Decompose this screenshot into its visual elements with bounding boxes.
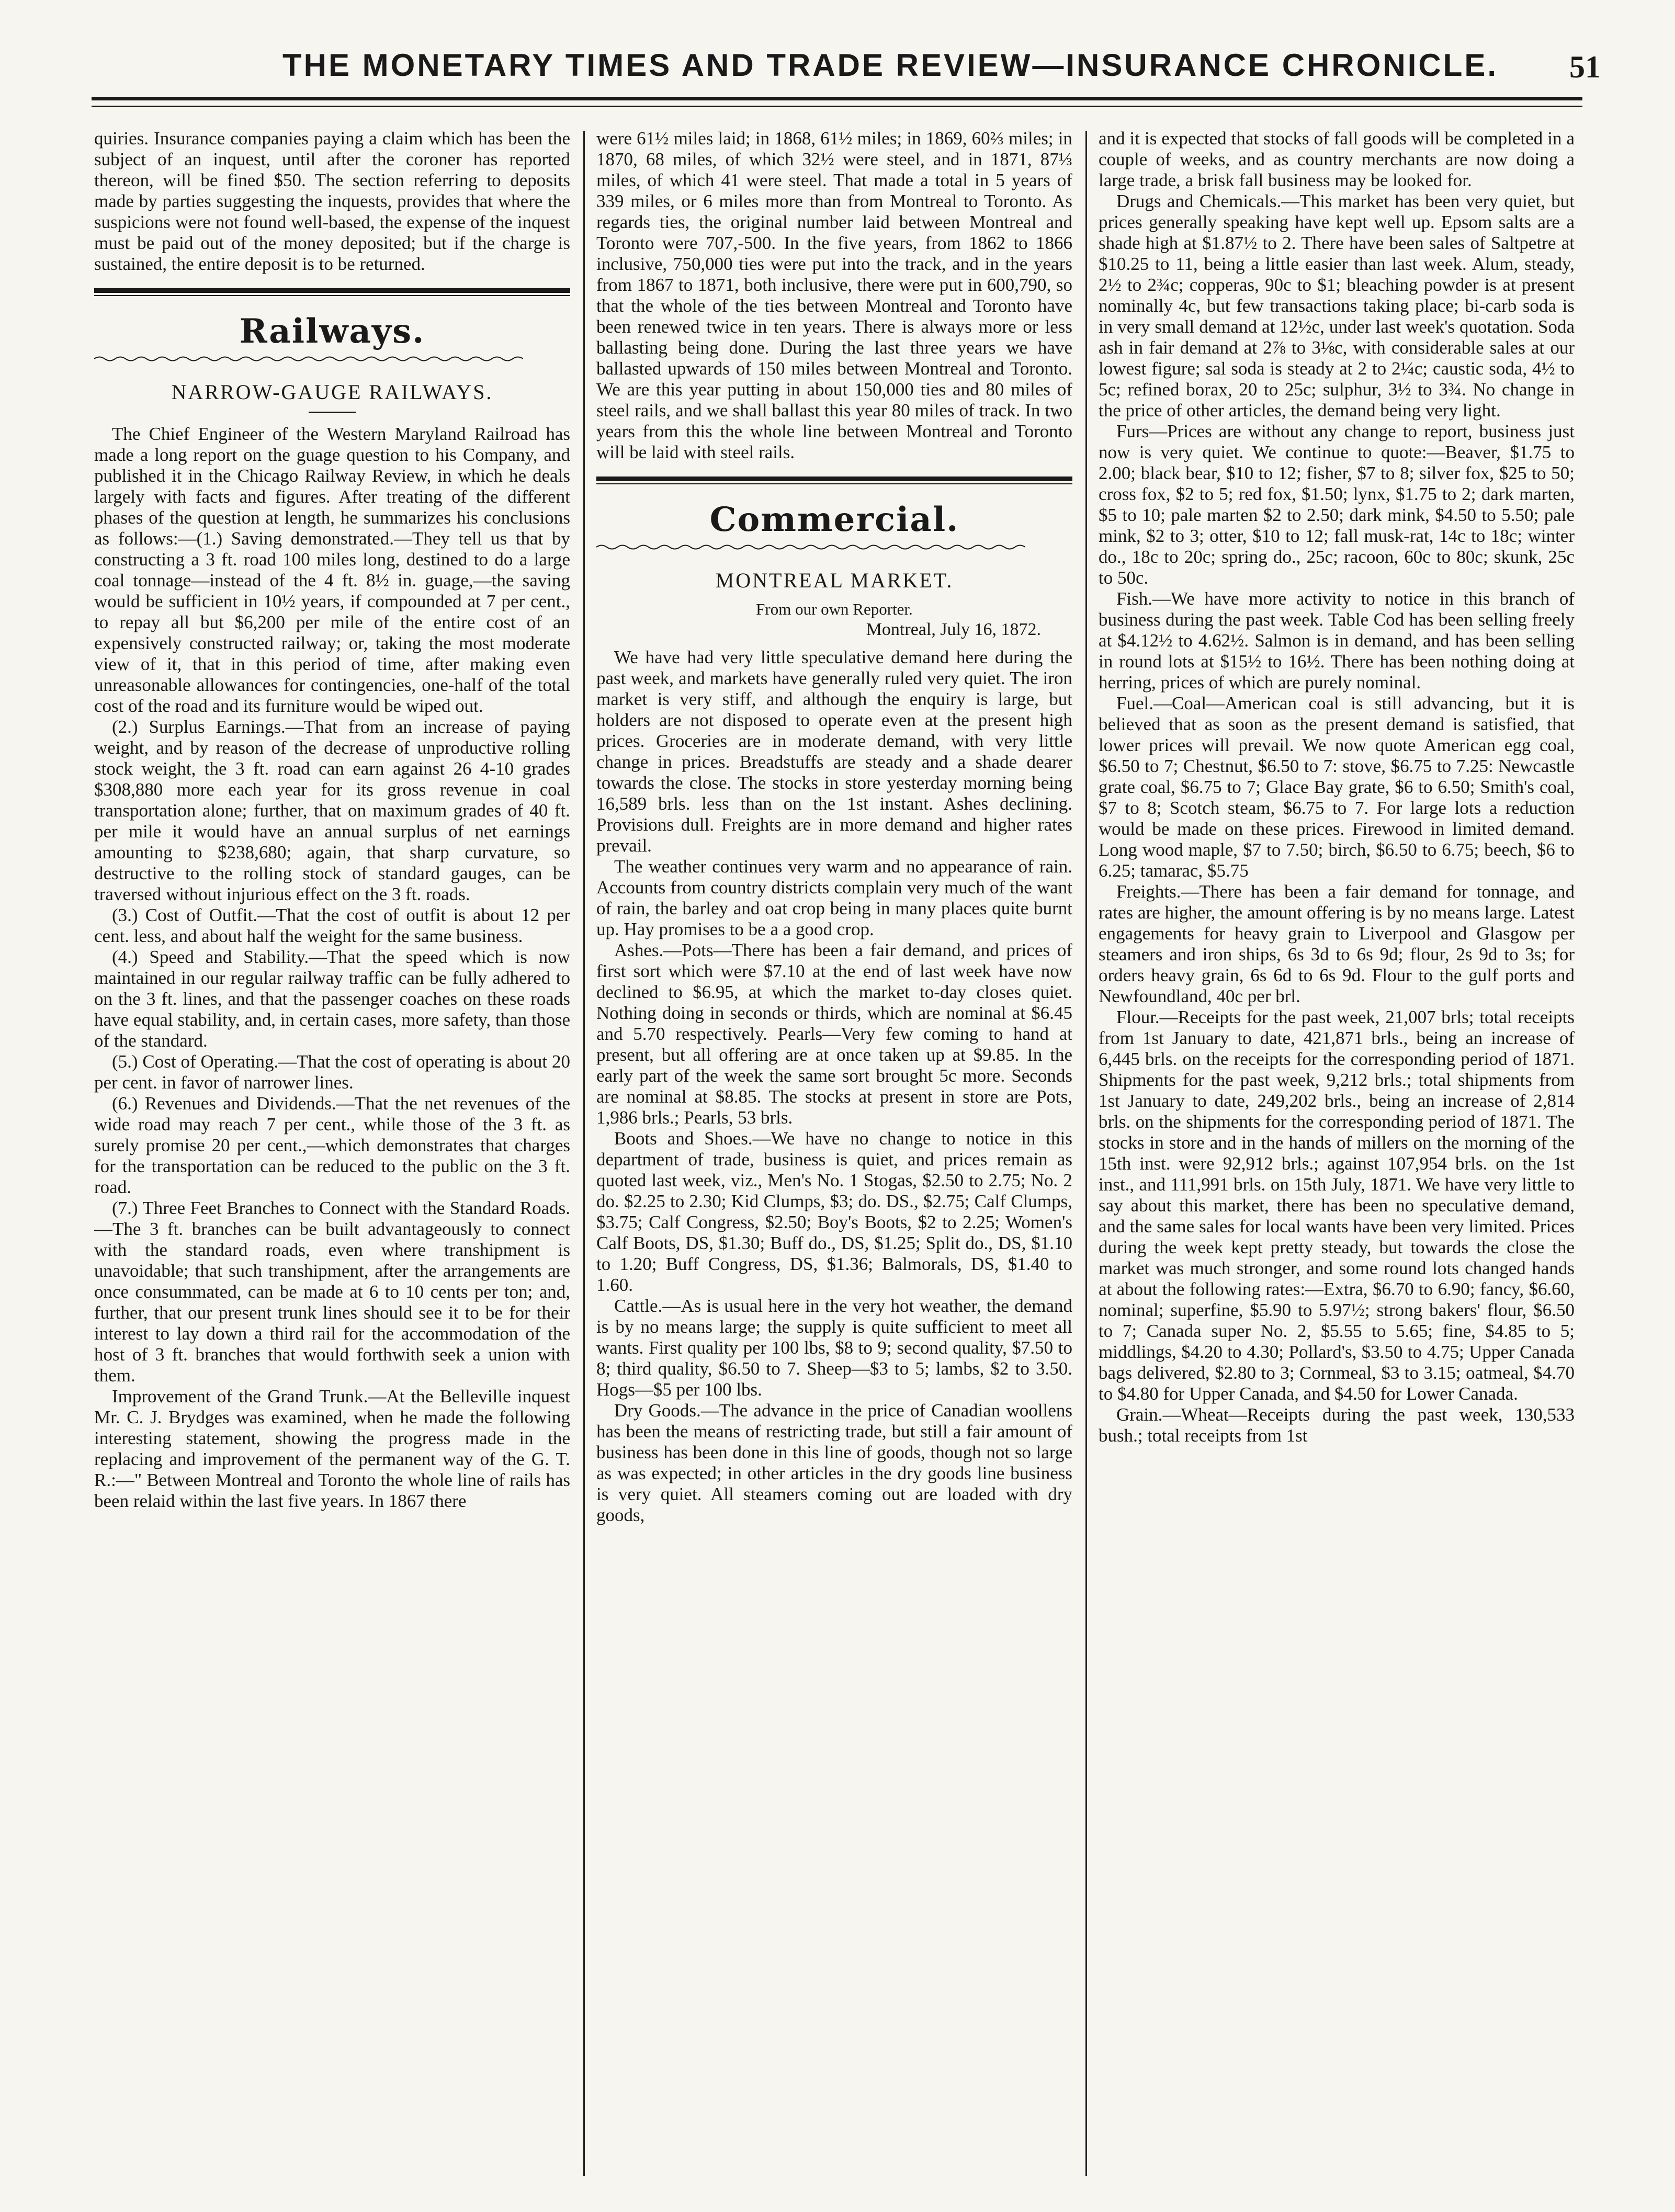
article-paragraph-flour: Flour.—Receipts for the past week, 21,007 brls; total receipts from 1st January to date, 421,871 brls., being an increase of 6,445 brls. on the receipts for the corresponding period of 1871. Shipments for the past week, 9,212 brls.; total shipments from 1st January to date, 249,202 brls., being an increase of 2,814 brls. on the shipments for the corresponding period of 1871. The stocks in store and in the hands of millers on the morning of the 15th inst. were 92,912 brls.; against 107,954 brls. on the 1st inst., and 111,991 brls. on 15th July, 1871. We have very little to say about this market, there has been no speculative demand, and the same sales for local wants have been very limited. Prices during the week kept pretty steady, but towards the close the market was much stronger, and some round lots changed hands at about the following rates:—Extra, $6.70 to 6.90; fancy, $6.60, nominal; superfine, $5.90 to 5.97½; strong bakers' flour, $6.50 to 7; Canada super No. 2, $5.55 to 5.65; fine, $4.85 to 5; middlings, $4.20 to 4.30; Pollard's, $3.50 to 4.75; Upper Canada bags delivered, $2.80 to 3; Cornmeal, $3 to 3.15; oatmeal, $4.70 to $4.80 for Upper Canada, and $4.50 for Lower Canada. [1099, 1007, 1575, 1404]
column-2 [596, 128, 1072, 2194]
article-paragraph-fish: Fish.—We have more activity to notice in this branch of business during the past week. Table Cod has been selling freely at $4.12½ to 4.62½. Salmon is in demand, and has been selling in round lots at $15½ to 16½. There has been nothing doing at herring, prices of which are purely nominal. [1099, 588, 1575, 693]
article-paragraph: The Chief Engineer of the Western Maryland Railroad has made a long report on the guage question to his Company, and published it in the Chicago Railway Review, in which he deals largely with facts and figures. After treating of the different phases of the question at length, he summarizes his conclusions as follows:—(1.) Saving demonstrated.—They tell us that by constructing a 3 ft. road 100 miles long, destined to do a large coal tonnage—instead of the 4 ft. 8½ in. guage,—the saving would be sufficient in 10½ years, if compounded at 7 per cent., to repay all but $6,200 per mile of the entire cost of an expensively constructed railway; or, taking the most moderate view of it, that in this period of time, after making even unreasonable allowances for contingencies, one-half of the total cost of the road and its furniture would be wiped out. [94, 424, 570, 716]
section-rule-thin [596, 483, 1072, 484]
article-title-montreal-market: MONTREAL MARKET. [715, 569, 954, 592]
article-paragraph-cattle: Cattle.—As is usual here in the very hot weather, the demand is by no means large; the supply is quite sufficient to meet all wants. First quality per 100 lbs, $8 to 9; second quality, $7.50 to 8; third quality, $6.50 to 7. Sheep—$3 to 5; lambs, $2 to 3.50. Hogs—$5 per 100 lbs. [596, 1296, 1072, 1400]
article-paragraph: (7.) Three Feet Branches to Connect with the Standard Roads.—The 3 ft. branches can be built advantageously to connect with the standard roads, even where transhipment is unavoidable; that such transhipment, after the arrangements are once consummated, can be made at 6 to 10 cents per ton; and, further, that our present trunk lines should see it to be for their interest to lay down a third rail for the accommodation of the host of 3 ft. branches that would forthwith seek a union with them. [94, 1198, 570, 1386]
section-rule-thick [596, 477, 1072, 481]
page-number: 51 [1569, 50, 1601, 84]
article-paragraph-freights: Freights.—There has been a fair demand for tonnage, and rates are higher, the amount offering is by no means large. Latest engagements for heavy grain to Liverpool and Glasgow per steamers and iron ships, 6s 3d to 6s 9d; flour, 2s 9d to 3s; for orders heavy grain, 6s 6d to 6s 9d. Flour to the gulf ports and Newfoundland, 40c per brl. [1099, 881, 1575, 1006]
article-paragraph-grand-trunk: Improvement of the Grand Trunk.—At the Belleville inquest Mr. C. J. Brydges was examined, when he made the following interesting statement, showing the progress made in the replacing and improvement of the permanent way of the G. T. R.:—" Between Montreal and Toronto the whole line of rails has been relaid within the last five years. In 1867 there [94, 1386, 570, 1511]
column-1 [94, 128, 570, 2194]
article-paragraph: (3.) Cost of Outfit.—That the cost of outfit is about 12 per cent. less, and about half the weight for the same business. [94, 905, 570, 946]
article-paragraph-furs: Furs—Prices are without any change to report, business just now is very quiet. We continue to quote:—Beaver, $1.75 to 2.00; black bear, $10 to 12; fisher, $7 to 8; silver fox, $25 to 50; cross fox, $2 to 5; red fox, $1.50; lynx, $1.75 to 2; dark marten, $5 to 10; pale marten $2 to 2.50; dark mink, $4.50 to 5.50; pale mink, $2 to 3; otter, $10 to 12; fall musk-rat, 14c to 18c; winter do., 18c to 20c; spring do., 25c; racoon, 60c to 80c; skunk, 25c to 50c. [1099, 421, 1575, 588]
article-paragraph-fuel: Fuel.—Coal—American coal is still advancing, but it is believed that as soon as the present demand is satisfied, that lower prices will prevail. We now quote American egg coal, $6.50 to 7; Chestnut, $6.50 to 7: stove, $6.75 to 7.25: Newcastle grate coal, $6.75 to 7; Glace Bay grate, $6 to 6.50; Smith's coal, $7 to 8; Scotch steam, $6.75 to 7. For large lots a reduction would be made on these prices. Firewood in limited demand. Long wood maple, $7 to 7.50; birch, $6.50 to 6.75; beech, $6 to 6.25; tamarac, $5.75 [1099, 693, 1575, 881]
article-paragraph-ashes: Ashes.—Pots—There has been a fair demand, and prices of first sort which were $7.10 at the end of last week have now declined to $6.95, at which the market to-day closes quiet. Nothing doing in seconds or thirds, which are nominal at $6.45 and 5.70 respectively. Pearls—Very few coming to hand at present, but all offering are at once taken up at $9.85. In the early part of the week the same sort brought 5c more. Seconds are nominal at $8.85. The stocks at present in store are Pots, 1,986 brls.; Pearls, 53 brls. [596, 940, 1072, 1128]
page-header [84, 47, 1601, 99]
article-paragraph: We have had very little speculative demand here during the past week, and markets have generally ruled very quiet. The iron market is very stiff, and although the enquiry is large, but holders are not disposed to operate even at the present high prices. Groceries are in moderate demand, with very little change in prices. Breadstuffs are steady and a shade dearer towards the close. The stocks in store yesterday morning being 16,589 brls. less than on the 1st instant. Ashes declining. Provisions dull. Freights are in more demand and higher rates prevail. [596, 647, 1072, 856]
article-paragraph: (4.) Speed and Stability.—That the speed which is now maintained in our regular railway traffic can be fully adhered to on the 3 ft. lines, and that the passenger coaches on these roads have equal stability, and, in certain cases, more safety, than those of the standard. [94, 947, 570, 1051]
dateline: Montreal, July 16, 1872. [866, 620, 1041, 639]
ornamental-rule [596, 543, 1025, 551]
paragraph-grand-trunk-continued: were 61½ miles laid; in 1868, 61½ miles; in 1869, 60⅔ miles; in 1870, 68 miles, of which 32½ were steel, and in 1871, 87⅓ miles, of which 41 were steel. That made a total in 5 years of 339 miles, or 6 miles more than from Montreal to Toronto. As regards ties, the original number laid between Montreal and Toronto were 707,-500. In the five years, from 1862 to 1866 inclusive, 750,000 ties were put into the track, and in the years from 1867 to 1871, both inclusive, there were put in 600,790, so that the whole of the ties between Montreal and Toronto have been renewed twice in ten years. There is always more or less ballasting being done. During the last three years we have ballasted upwards of 150 miles between Montreal and Toronto. We are this year putting in about 150,000 ties and 80 miles of steel rails, and we shall ballast this year 80 miles of track. In two years from this the whole line between Montreal and Toronto will be laid with steel rails. [596, 128, 1072, 462]
article-paragraph-dry-goods: Dry Goods.—The advance in the price of Canadian woollens has been the means of restricting trade, but still a fair amount of business has been done in this line of goods, though not so large as was expected; in other articles in the dry goods line business is very quiet. All steamers coming out are loaded with dry goods, [596, 1400, 1072, 1525]
short-rule [309, 412, 356, 413]
article-paragraph: (2.) Surplus Earnings.—That from an increase of paying weight, and by reason of the decrease of unproductive rolling stock weight, the 3 ft. road can earn against 26 4-10 grades $308,880 more each year for its gross revenue in coal transportation alone; further, that on maximum grades of 40 ft. per mile it would have an annual surplus of net earnings amounting to $238,680; again, that sharp curvature, so destructive to the rolling stock of standard gauges, can be traversed without injurious effect on the 3 ft. roads. [94, 717, 570, 904]
column-divider-1 [583, 131, 585, 2176]
article-paragraph-grain: Grain.—Wheat—Receipts during the past week, 130,533 bush.; total receipts from 1st [1099, 1404, 1575, 1446]
byline: From our own Reporter. [756, 600, 913, 618]
publication-title: THE MONETARY TIMES AND TRADE REVIEW—INSURANCE CHRONICLE. [282, 48, 1499, 83]
section-heading-commercial: Commercial. [709, 500, 959, 539]
column-3 [1099, 128, 1575, 2194]
article-paragraph-drugs-chemicals: Drugs and Chemicals.—This market has been very quiet, but prices generally speaking have kept well up. Epsom salts are a shade high at $1.87½ to 2. There have been sales of Saltpetre at $10.25 to 11, being a little easier than last week. Alum, steady, 2½ to 2¾c; copperas, 90c to $1; bleaching powder is at present nominally 4c, but few transactions taking place; bi-carb soda is in very small demand at 12½c, under last week's quotation. Soda ash in fair demand at 2⅞ to 3⅛c, with considerable sales at our lowest figure; sal soda is steady at 2 to 2¼c; caustic soda, 4½ to 5c; refined borax, 20 to 25c; sulphur, 3½ to 3¾. No change in the price of other articles, the demand being very light. [1099, 191, 1575, 421]
article-paragraph: (5.) Cost of Operating.—That the cost of operating is about 20 per cent. in favor of narrower lines. [94, 1051, 570, 1093]
article-paragraph: (6.) Revenues and Dividends.—That the net revenues of the wide road may reach 7 per cent., while those of the 3 ft. as surely promise 20 per cent.,—which demonstrates that charges for the transportation can be reduced to the public on the 3 ft. road. [94, 1093, 570, 1197]
section-rule-thin [94, 295, 570, 296]
section-rule-thick [94, 288, 570, 293]
ornamental-rule [94, 355, 523, 362]
paragraph-dry-goods-continued: and it is expected that stocks of fall goods will be completed in a couple of weeks, and as country merchants are now doing a large trade, a brisk fall business may be looked for. [1099, 128, 1575, 190]
header-rule-thick [92, 97, 1582, 100]
article-paragraph: The weather continues very warm and no appearance of rain. Accounts from country districts complain very much of the want of rain, the barley and oat crop being in many places quite burnt up. Hay promises to be a a good crop. [596, 856, 1072, 939]
header-rule-thin [92, 106, 1582, 107]
column-divider-2 [1085, 131, 1087, 2176]
article-paragraph-boots-shoes: Boots and Shoes.—We have no change to notice in this department of trade, business is quiet, and prices remain as quoted last week, viz., Men's No. 1 Stogas, $2.50 to 2.75; No. 2 do. $2.25 to 2.30; Kid Clumps, $3; do. DS., $2.75; Calf Clumps, $3.75; Calf Congress, $2.50; Boy's Boots, $2 to 2.25; Women's Calf Boots, DS, $1.30; Buff do., DS, $1.25; Split do., DS, $1.10 to 1.20; Buff Congress, DS, $1.36; Balmorals, DS, $1.40 to 1.60. [596, 1128, 1072, 1295]
section-heading-railways: Railways. [239, 312, 425, 351]
article-title-narrow-gauge: NARROW-GAUGE RAILWAYS. [171, 380, 493, 404]
paragraph-insurance-inquests: quiries. Insurance companies paying a claim which has been the subject of an inquest, until after the coroner has reported thereon, will be fined $50. The section referring to deposits made by parties suggesting the inquests, provides that where the suspicions were not found well-based, the expense of the inquest must be paid out of the money deposited; but if the charge is sustained, the entire deposit is to be returned. [94, 128, 570, 274]
